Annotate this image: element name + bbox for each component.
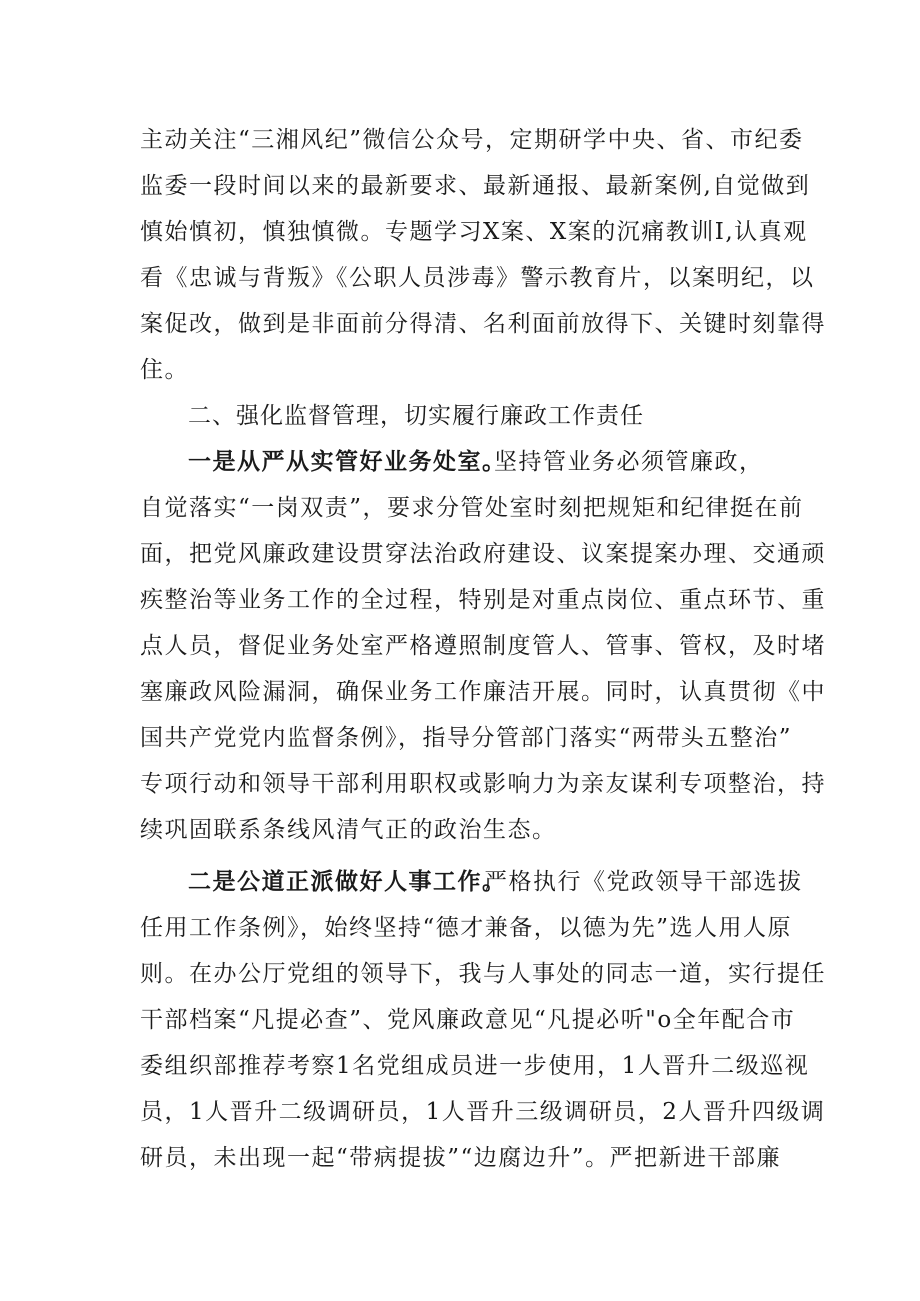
line-text: 员，1人晋升二级调研员，1人晋升三级调研员，2人晋升四级调 (140, 1099, 826, 1125)
text-line (0, 672, 920, 712)
line-text: 点人员，督促业务处室严格遵照制度管人、管事、管权，及时堵 (140, 633, 826, 659)
paragraph-lead-rest: 严格执行《党政领导干部选拔 (484, 869, 803, 895)
line-text: 塞廉政风险漏洞，确保业务工作廉洁开展。同时，认真贯彻《中 (140, 679, 826, 705)
line-text: 疾整治等业务工作的全过程，特别是对重点岗位、重点环节、重 (140, 587, 826, 613)
paragraph-lead-bold: 一是从严从实管好业务处室。 (188, 449, 507, 475)
paragraph-lead-line (0, 442, 920, 482)
text-line (0, 764, 920, 804)
paragraph-lead-rest: 坚持管业务必须管廉政， (494, 449, 764, 475)
text-line (0, 626, 920, 666)
text-line (0, 810, 920, 850)
line-text: 面，把党风廉政建设贯穿法治政府建设、议案提案办理、交通顽 (140, 541, 826, 567)
text-line (0, 1000, 920, 1040)
line-text: 自觉落实“一岗双责”，要求分管处室时刻把规矩和纪律挺在前 (140, 495, 804, 521)
text-line (0, 1046, 920, 1086)
line-text: 委组织部推荐考察1名党组成员进一步使用，1人晋升二级巡视 (140, 1053, 810, 1079)
text-line (0, 580, 920, 620)
line-text: 住。 (140, 357, 189, 383)
line-text: 国共产党党内监督条例》，指导分管部门落实“两带头五整治” (140, 725, 793, 751)
line-text: 案促改，做到是非面前分得清、名利面前放得下、关键时刻靠得 (140, 311, 826, 337)
text-line (0, 488, 920, 528)
text-line (0, 1092, 920, 1132)
text-line (0, 908, 920, 948)
line-text: 任用工作条例》，始终坚持“德才兼备，以德为先”选人用人原 (140, 915, 793, 941)
paragraph-lead-line (0, 862, 920, 902)
text-line (0, 304, 920, 344)
text-line (0, 534, 920, 574)
text-line (0, 120, 920, 160)
line-text: 续巩固联系条线风清气正的政治生态。 (140, 817, 557, 843)
paragraph-lead-bold: 二是公道正派做好人事工作。 (188, 869, 507, 895)
text-line (0, 212, 920, 252)
line-text: 看《忠诚与背叛》《公职人员涉毒》警示教育片，以案明纪，以 (140, 265, 815, 291)
text-line (0, 1138, 920, 1178)
section-heading: 二、强化监督管理，切实履行廉政工作责任 (188, 403, 644, 429)
line-text: 则。在办公厅党组的领导下，我与人事处的同志一道，实行提任 (140, 961, 826, 987)
line-text: 干部档案“凡提必查”、党风廉政意见“凡提必听"o全年配合市 (140, 1007, 796, 1033)
line-text: 研员，未出现一起“带病提拔”“边腐边升”。严把新进干部廉 (140, 1145, 782, 1171)
text-line (0, 718, 920, 758)
line-text: 主动关注“三湘风纪”微信公众号，定期研学中央、省、市纪委 (140, 127, 804, 153)
line-text: 监委一段时间以来的最新要求、最新通报、最新案例,自觉做到 (140, 173, 811, 199)
text-line (0, 350, 920, 390)
line-text: 专项行动和领导干部利用职权或影响力为亲友谋利专项整治，持 (140, 771, 826, 797)
text-line (0, 954, 920, 994)
text-line (0, 258, 920, 298)
line-text: 慎始慎初，慎独慎微。专题学习X案、X案的沉痛教训I,认真观 (140, 219, 808, 245)
text-line (0, 166, 920, 206)
